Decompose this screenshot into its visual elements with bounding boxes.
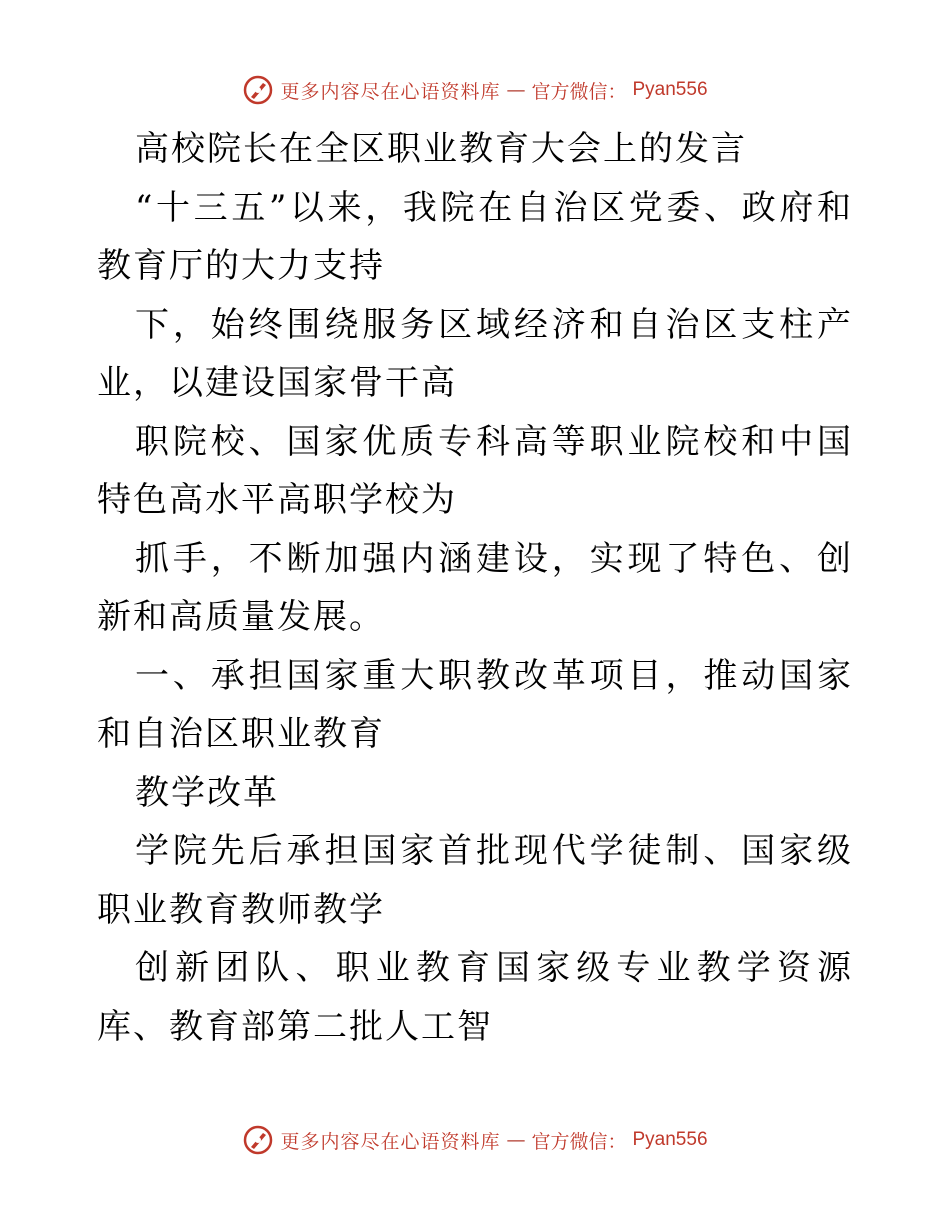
section-heading: 一、承担国家重大职教改革项目，推动国家和自治区职业教育 [97,655,853,754]
paragraph: 创新团队、职业教育国家级专业教学资源库、教育部第二批人工智 [97,948,853,1047]
document-body [97,120,853,1056]
quill-logo-icon [242,1124,274,1156]
banner-wechat-label: 官方微信： [531,1130,627,1153]
footer-banner [0,1120,950,1160]
banner-wechat-id: Pyan556 [632,1129,708,1150]
banner-dash: — [506,79,526,101]
banner-brand-text: 更多内容尽在心语资料库 [280,80,501,103]
header-banner [0,70,950,110]
paragraph: 职院校、国家优质专科高等职业院校和中国特色高水平高职学校为 [97,421,853,520]
paragraph: 教学改革 [135,772,279,813]
banner-dash: — [506,1129,526,1151]
paragraph: 学院先后承担国家首批现代学徒制、国家级职业教育教师教学 [97,831,853,930]
banner-brand-text: 更多内容尽在心语资料库 [280,1130,501,1153]
banner-wechat-label: 官方微信： [531,80,627,103]
quill-logo-icon [242,74,274,106]
paragraph: 下，始终围绕服务区域经济和自治区支柱产业，以建设国家骨干高 [97,304,853,403]
banner-wechat-id: Pyan556 [632,79,708,100]
paragraph: “十三五”以来，我院在自治区党委、政府和教育厅的大力支持 [97,187,853,286]
paragraph: 抓手，不断加强内涵建设，实现了特色、创新和高质量发展。 [97,538,853,637]
document-title: 高校院长在全区职业教育大会上的发言 [135,129,747,169]
